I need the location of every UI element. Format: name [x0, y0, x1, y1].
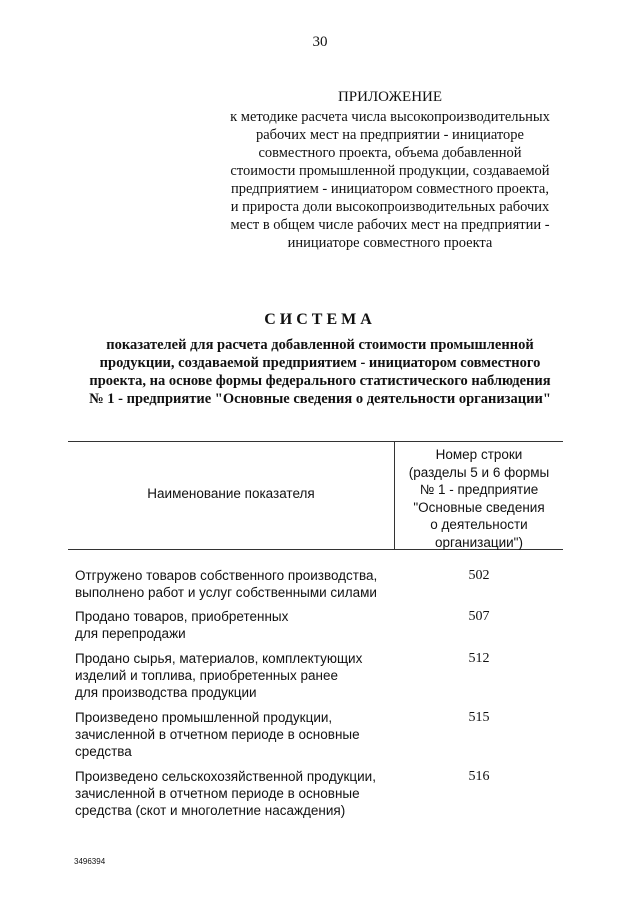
table-row-code: 515 [468, 710, 490, 725]
table-row-name-line: зачисленной в отчетном периоде в основные [75, 786, 360, 801]
appendix-line: совместного проекта, объема добавленной [258, 145, 522, 161]
table-row-name [75, 567, 395, 601]
page-number: 30 [312, 34, 328, 50]
table-header-name: Наименование показателя [147, 486, 315, 501]
table-header-code-line: № 1 - предприятие [419, 482, 539, 497]
table-row-name [75, 650, 395, 701]
document-footer-code: 3496394 [74, 857, 106, 866]
table-row-name-line: средства (скот и многолетние насаждения) [75, 803, 346, 818]
appendix-line: и прироста доли высокопроизводительных рабочих [230, 199, 550, 215]
table-row-name [75, 608, 395, 642]
table-row-name-line: Продано сырья, материалов, комплектующих [75, 651, 363, 666]
table-row-name [75, 709, 395, 760]
table-row-code: 516 [468, 769, 490, 784]
table-row-code: 512 [468, 651, 490, 666]
appendix-line: инициаторе совместного проекта [287, 235, 493, 251]
table-header-code-line: Номер строки [435, 447, 523, 462]
table-row-name-line: Произведено сельскохозяйственной продукции, [75, 769, 376, 784]
table-row-code: 502 [468, 568, 490, 583]
table-header-code-line: организации") [435, 534, 523, 550]
system-subtitle-line: показателей для расчета добавленной стоимости промышленной [106, 337, 534, 353]
appendix-block [220, 88, 560, 252]
table-header-code-line: "Основные сведения [413, 499, 545, 515]
table-header-code [395, 446, 563, 551]
system-subtitle [60, 336, 580, 408]
system-subtitle-line: продукции, создаваемой предприятием - инициатором совместного [99, 355, 541, 371]
system-subtitle-line: № 1 - предприятие "Основные сведения о деятельности организации" [89, 391, 551, 407]
system-title: СИСТЕМА [264, 311, 376, 328]
table-row-name-line: зачисленной в отчетном периоде в основные [75, 727, 360, 742]
table-row-name-line: Произведено промышленной продукции, [75, 710, 333, 725]
appendix-line: мест в общем числе рабочих мест на предприятии - [230, 217, 550, 233]
table-row-name-line: средства [75, 744, 132, 759]
table-row-name-line: Продано товаров, приобретенных [75, 609, 289, 624]
table-row-name-line: для производства продукции [75, 685, 257, 700]
table-header-code-line: о деятельности [430, 517, 528, 532]
table-row-name-line: выполнено работ и услуг собственными силами [75, 585, 377, 600]
table-row-name-line: для перепродажи [75, 626, 186, 641]
table-header-code-line: (разделы 5 и 6 формы [408, 464, 550, 480]
table-top-rule [68, 441, 563, 442]
system-subtitle-line: проекта, на основе формы федерального статистического наблюдения [89, 373, 551, 389]
appendix-line: к методике расчета числа высокопроизводительных [230, 109, 550, 125]
appendix-line: рабочих мест на предприятии - инициаторе [255, 127, 524, 143]
table-row-code: 507 [468, 609, 490, 624]
table-row-name-line: изделий и топлива, приобретенных ранее [75, 668, 338, 683]
appendix-line: предприятием - инициатором совместного проекта, [231, 181, 549, 197]
appendix-line: стоимости промышленной продукции, создаваемой [230, 163, 550, 179]
table-row-name-line: Отгружено товаров собственного производства, [75, 568, 378, 583]
table-row-name [75, 768, 395, 819]
appendix-title: ПРИЛОЖЕНИЕ [337, 89, 443, 105]
